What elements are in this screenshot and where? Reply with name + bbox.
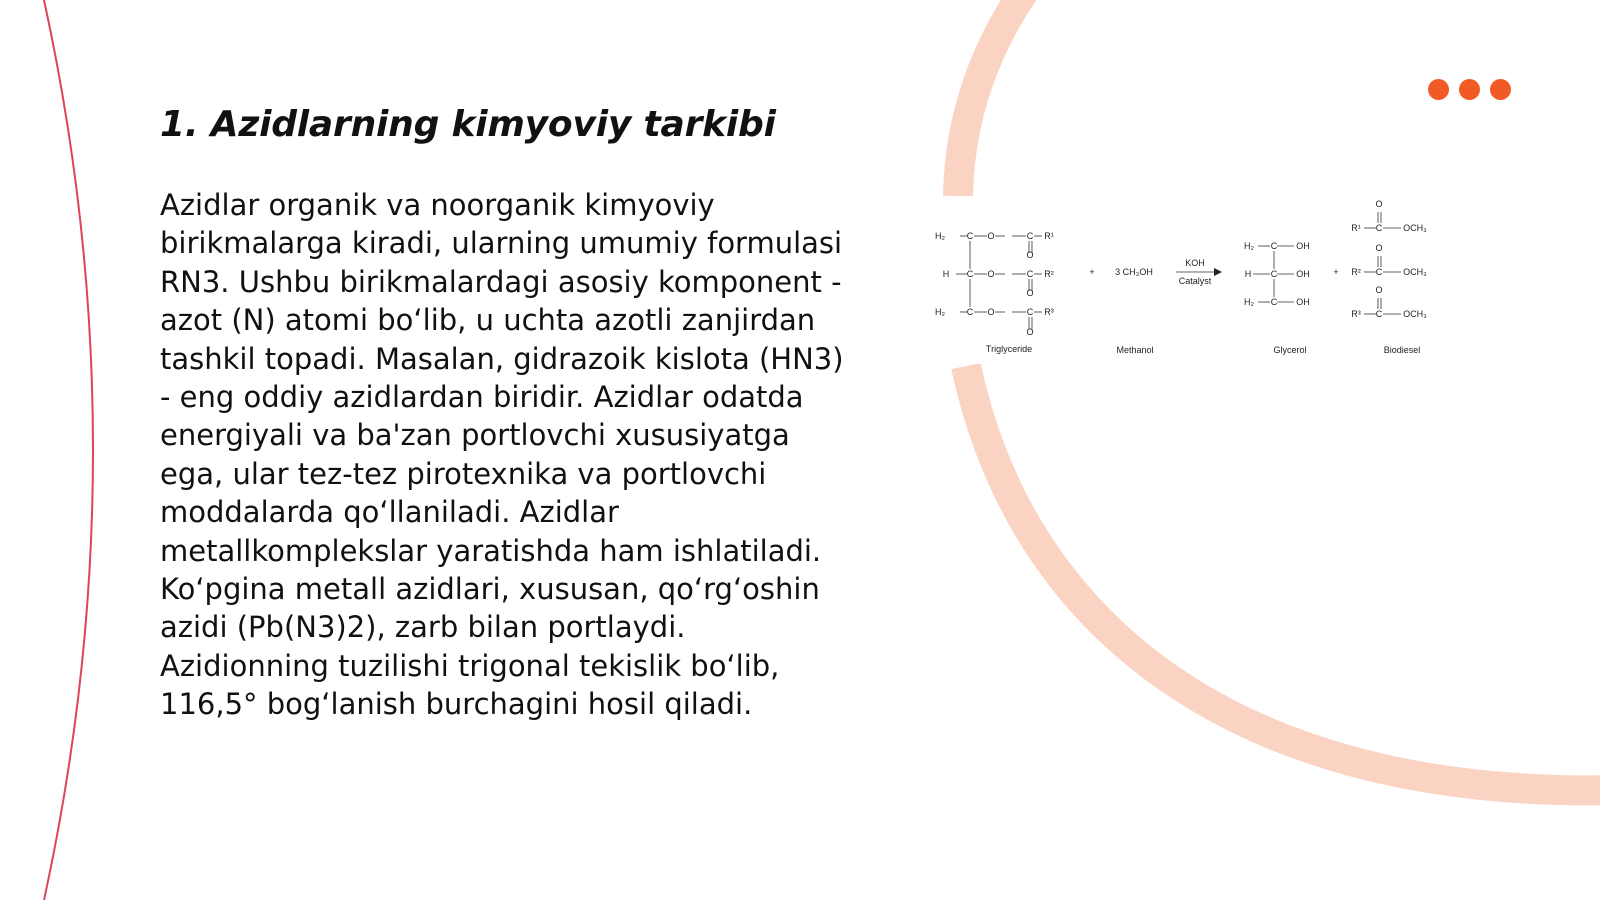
caption-triglyceride: Triglyceride xyxy=(985,344,1033,354)
atom-label: C xyxy=(1270,297,1278,307)
atom-label: C xyxy=(966,307,974,317)
atom-label: R¹ xyxy=(1044,231,1054,241)
dot-icon xyxy=(1490,79,1511,100)
atom-label: H xyxy=(1244,269,1252,279)
atom-label: O xyxy=(1375,243,1383,253)
atom-label: R¹ xyxy=(1351,223,1361,233)
atom-label: OCH₃ xyxy=(1403,223,1427,233)
caption-biodiesel: Biodiesel xyxy=(1383,345,1421,355)
dot-icon xyxy=(1428,79,1449,100)
atom-label: O xyxy=(987,231,995,241)
atom-label: C xyxy=(1375,223,1383,233)
left-accent-line xyxy=(44,0,93,900)
atom-label: R³ xyxy=(1044,307,1054,317)
atom-label: H₂ xyxy=(1244,241,1254,251)
caption-glycerol: Glycerol xyxy=(1273,345,1307,355)
decorative-dots xyxy=(1428,79,1511,100)
atom-label: H₂ xyxy=(1244,297,1254,307)
dot-icon xyxy=(1459,79,1480,100)
atom-label: OCH₃ xyxy=(1403,309,1427,319)
atom-label: C xyxy=(1375,309,1383,319)
atom-label: OH xyxy=(1296,241,1310,251)
atom-label: O xyxy=(987,269,995,279)
arc-upper-segment xyxy=(958,0,1032,196)
atom-label: H₂ xyxy=(935,231,945,241)
atom-label: O xyxy=(1375,199,1383,209)
catalyst-label: Catalyst xyxy=(1178,276,1212,286)
slide-title: 1. Azidlarning kimyoviy tarkibi xyxy=(160,104,776,145)
plus-sign: + xyxy=(1333,267,1339,277)
atom-label: O xyxy=(1026,288,1034,298)
atom-label: C xyxy=(1270,241,1278,251)
atom-label: C xyxy=(1026,269,1034,279)
atom-label: R² xyxy=(1044,269,1054,279)
atom-label: C xyxy=(966,231,974,241)
atom-label: OH xyxy=(1296,297,1310,307)
atom-label: R² xyxy=(1351,267,1361,277)
atom-label: OH xyxy=(1296,269,1310,279)
caption-methanol: Methanol xyxy=(1116,345,1154,355)
atom-label: O xyxy=(1026,250,1034,260)
atom-label: C xyxy=(966,269,974,279)
atom-label: OCH₃ xyxy=(1403,267,1427,277)
methanol-formula: 3 CH₃OH xyxy=(1115,267,1153,277)
atom-label: O xyxy=(987,307,995,317)
atom-label: R³ xyxy=(1351,309,1361,319)
catalyst-koh-label: KOH xyxy=(1185,258,1205,268)
atom-label: H xyxy=(942,269,950,279)
plus-sign: + xyxy=(1089,267,1095,277)
atom-label: O xyxy=(1026,327,1034,337)
atom-label: C xyxy=(1026,307,1034,317)
atom-label: C xyxy=(1270,269,1278,279)
slide-body-text: Azidlar organik va noorganik kimyoviy birikmalarga kiradi, ularning umumiy formulasi RN3. Ushbu birikmalardagi asosiy komponent - azot (N) atomi bo‘lib, u uchta azotli zanjirdan tashkil topadi. Masalan, gidrazoik kislota (HN3) - eng oddiy azidlardan biridir. Azidlar odatda energiyali va ba'zan portlovchi xususiyatga ega, ular tez-tez pirotexnika va portlovchi moddalarda qo‘llaniladi. Azidlar metallkomplekslar yaratishda ham ishlatiladi. Ko‘pgina metall azidlari, xususan, qo‘rg‘oshin azidi (Pb(N3)2), zarb bilan portlaydi. Azidionning tuzilishi trigonal tekislik bo‘lib, 116,5° bog‘lanish burchagini hosil qiladi. xyxy=(160,188,844,722)
arc-lower-segment xyxy=(966,366,1600,790)
atom-label: C xyxy=(1026,231,1034,241)
atom-label: H₂ xyxy=(935,307,945,317)
atom-label: O xyxy=(1375,285,1383,295)
atom-label: C xyxy=(1375,267,1383,277)
transesterification-reaction-image xyxy=(935,196,1456,364)
